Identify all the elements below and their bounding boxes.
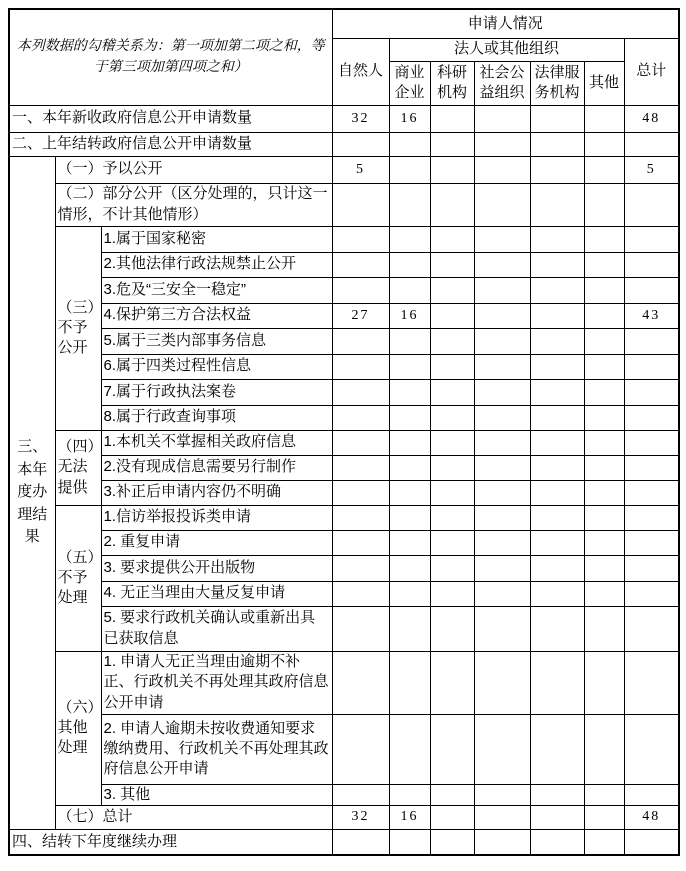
subtotal-total: 48 [624,805,679,829]
value-cell [530,455,584,480]
value-cell [430,651,474,714]
value-cell [584,328,624,354]
value-cell [430,430,474,455]
value-cell [584,651,624,714]
value-cell [389,379,430,405]
value-cell [389,226,430,252]
group-unable-label: （四）无法提供 [55,430,101,505]
value-cell [624,651,679,714]
value-cell [430,183,474,226]
value-cell [389,156,430,183]
value-cell [624,505,679,530]
value-cell [624,354,679,379]
value-cell [530,379,584,405]
value-cell [474,784,530,805]
granted-natural: 5 [332,156,389,183]
value-cell [430,354,474,379]
value-cell [430,405,474,430]
value-cell [584,714,624,784]
value-cell [530,132,584,156]
value-cell [624,480,679,505]
value-cell [530,328,584,354]
value-cell [389,555,430,581]
value-cell [624,581,679,606]
value-cell [624,430,679,455]
value-cell [530,714,584,784]
value-cell [389,405,430,430]
value-cell [332,530,389,555]
value-cell [584,105,624,132]
value-cell [430,455,474,480]
value-cell [332,714,389,784]
value-cell [584,226,624,252]
item-denied-3: 3.危及“三安全一稳定” [101,277,332,303]
item-denied-4: 4.保护第三方合法权益 [101,303,332,328]
value-cell [624,405,679,430]
item-unable-1: 1.本机关不掌握相关政府信息 [101,430,332,455]
value-cell [624,606,679,651]
value-cell [430,277,474,303]
value-cell [332,455,389,480]
item-unable-2: 2.没有现成信息需要另行制作 [101,455,332,480]
value-cell [332,505,389,530]
value-cell [584,530,624,555]
group-not-processed-label: （五）不予处理 [55,505,101,651]
value-cell [624,328,679,354]
item-other-handling-2: 2. 申请人逾期未按收费通知要求缴纳费用、行政机关不再处理其政府信息公开申请 [101,714,332,784]
item-denied-1: 1.属于国家秘密 [101,226,332,252]
value-cell [389,183,430,226]
value-cell [530,105,584,132]
value-cell [430,252,474,277]
value-cell [584,555,624,581]
header-natural-person: 自然人 [332,38,389,105]
value-cell [584,581,624,606]
header-legal-service-org: 法律服务机构 [530,61,584,105]
value-cell [474,430,530,455]
value-cell [474,606,530,651]
value-cell [530,530,584,555]
value-cell [389,480,430,505]
value-cell [332,555,389,581]
item-unable-3: 3.补正后申请内容仍不明确 [101,480,332,505]
value-cell [474,328,530,354]
reconciliation-note: 本列数据的勾稽关系为：第一项加第二项之和，等于第三项加第四项之和） [9,9,332,105]
value-cell [430,105,474,132]
item-denied-5: 5.属于三类内部事务信息 [101,328,332,354]
value-cell [474,829,530,855]
item-not-processed-4: 4. 无正当理由大量反复申请 [101,581,332,606]
value-cell [389,829,430,855]
header-applicant-situation: 申请人情况 [332,9,679,38]
header-legal-or-other-org: 法人或其他组织 [389,38,624,61]
value-cell [430,379,474,405]
value-cell [624,784,679,805]
value-cell [474,455,530,480]
value-cell [332,405,389,430]
value-cell [624,132,679,156]
value-cell [389,651,430,714]
value-cell [624,455,679,480]
value-cell [474,405,530,430]
value-cell [584,784,624,805]
value-cell [530,555,584,581]
value-cell [584,829,624,855]
header-commercial-enterprise: 商业企业 [389,61,430,105]
value-cell [389,784,430,805]
value-cell [584,156,624,183]
value-cell [430,132,474,156]
value-cell [332,354,389,379]
value-cell [430,226,474,252]
new-received-natural: 32 [332,105,389,132]
value-cell [624,226,679,252]
value-cell [530,606,584,651]
item-not-processed-3: 3. 要求提供公开出版物 [101,555,332,581]
item-not-processed-2: 2. 重复申请 [101,530,332,555]
row-granted-label: （一）予以公开 [55,156,332,183]
value-cell [530,405,584,430]
value-cell [389,581,430,606]
value-cell [389,455,430,480]
value-cell [624,379,679,405]
new-received-total: 48 [624,105,679,132]
header-research-institution: 科研机构 [430,61,474,105]
value-cell [389,354,430,379]
value-cell [584,430,624,455]
value-cell [430,805,474,829]
value-cell [624,183,679,226]
value-cell [584,183,624,226]
value-cell [389,606,430,651]
row-new-received-label: 一、本年新收政府信息公开申请数量 [9,105,332,132]
value-cell [530,805,584,829]
item-denied-7: 7.属于行政执法案卷 [101,379,332,405]
third-party-total: 43 [624,303,679,328]
value-cell [430,303,474,328]
value-cell [530,784,584,805]
group-denied-label: （三）不予公开 [55,226,101,430]
value-cell [624,829,679,855]
value-cell [332,606,389,651]
value-cell [624,277,679,303]
value-cell [389,277,430,303]
value-cell [530,430,584,455]
value-cell [430,581,474,606]
value-cell [332,784,389,805]
subtotal-natural: 32 [332,805,389,829]
value-cell [584,252,624,277]
value-cell [332,277,389,303]
value-cell [474,555,530,581]
value-cell [389,505,430,530]
subtotal-commercial: 16 [389,805,430,829]
value-cell [530,651,584,714]
value-cell [474,132,530,156]
value-cell [530,183,584,226]
value-cell [474,651,530,714]
value-cell [474,805,530,829]
value-cell [332,430,389,455]
value-cell [332,132,389,156]
item-other-handling-1: 1. 申请人无正当理由逾期不补正、行政机关不再处理其政府信息公开申请 [101,651,332,714]
value-cell [430,328,474,354]
row-partial-label: （二）部分公开（区分处理的，只计这一情形，不计其他情形） [55,183,332,226]
value-cell [624,555,679,581]
item-denied-8: 8.属于行政查询事项 [101,405,332,430]
value-cell [474,252,530,277]
header-other: 其他 [584,61,624,105]
value-cell [430,714,474,784]
row-next-year-label: 四、结转下年度继续办理 [9,829,332,855]
value-cell [584,606,624,651]
value-cell [624,530,679,555]
value-cell [584,379,624,405]
new-received-commercial: 16 [389,105,430,132]
value-cell [474,303,530,328]
value-cell [474,226,530,252]
value-cell [474,530,530,555]
value-cell [474,581,530,606]
header-public-welfare-org: 社会公益组织 [474,61,530,105]
value-cell [332,226,389,252]
value-cell [624,252,679,277]
value-cell [530,303,584,328]
value-cell [584,303,624,328]
third-party-natural: 27 [332,303,389,328]
section-annual-results-label: 三、本年度办理结果 [9,156,55,829]
value-cell [332,252,389,277]
value-cell [430,505,474,530]
value-cell [332,183,389,226]
value-cell [530,226,584,252]
value-cell [584,805,624,829]
value-cell [474,354,530,379]
value-cell [332,651,389,714]
row-subtotal-label: （七）总计 [55,805,332,829]
value-cell [474,505,530,530]
item-denied-6: 6.属于四类过程性信息 [101,354,332,379]
value-cell [584,455,624,480]
value-cell [389,328,430,354]
value-cell [624,714,679,784]
value-cell [530,505,584,530]
value-cell [430,530,474,555]
value-cell [474,480,530,505]
value-cell [530,829,584,855]
third-party-commercial: 16 [389,303,430,328]
item-other-handling-3: 3. 其他 [101,784,332,805]
value-cell [584,480,624,505]
value-cell [430,156,474,183]
value-cell [530,480,584,505]
value-cell [430,784,474,805]
value-cell [584,354,624,379]
value-cell [332,581,389,606]
value-cell [474,714,530,784]
item-not-processed-1: 1.信访举报投诉类申请 [101,505,332,530]
value-cell [389,430,430,455]
value-cell [530,277,584,303]
value-cell [332,328,389,354]
value-cell [474,105,530,132]
value-cell [389,714,430,784]
value-cell [584,405,624,430]
granted-total: 5 [624,156,679,183]
value-cell [474,277,530,303]
value-cell [430,829,474,855]
value-cell [474,156,530,183]
value-cell [530,581,584,606]
disclosure-report-table [8,8,680,856]
value-cell [389,132,430,156]
row-carried-over-label: 二、上年结转政府信息公开申请数量 [9,132,332,156]
value-cell [584,277,624,303]
value-cell [389,530,430,555]
value-cell [430,555,474,581]
value-cell [430,606,474,651]
group-other-handling-label: （六）其他处理 [55,651,101,805]
value-cell [332,829,389,855]
value-cell [584,505,624,530]
item-denied-2: 2.其他法律行政法规禁止公开 [101,252,332,277]
value-cell [332,379,389,405]
value-cell [332,480,389,505]
value-cell [430,480,474,505]
value-cell [530,354,584,379]
value-cell [584,132,624,156]
item-not-processed-5: 5. 要求行政机关确认或重新出具已获取信息 [101,606,332,651]
value-cell [389,252,430,277]
value-cell [530,156,584,183]
value-cell [474,379,530,405]
header-total: 总计 [624,38,679,105]
value-cell [474,183,530,226]
value-cell [530,252,584,277]
